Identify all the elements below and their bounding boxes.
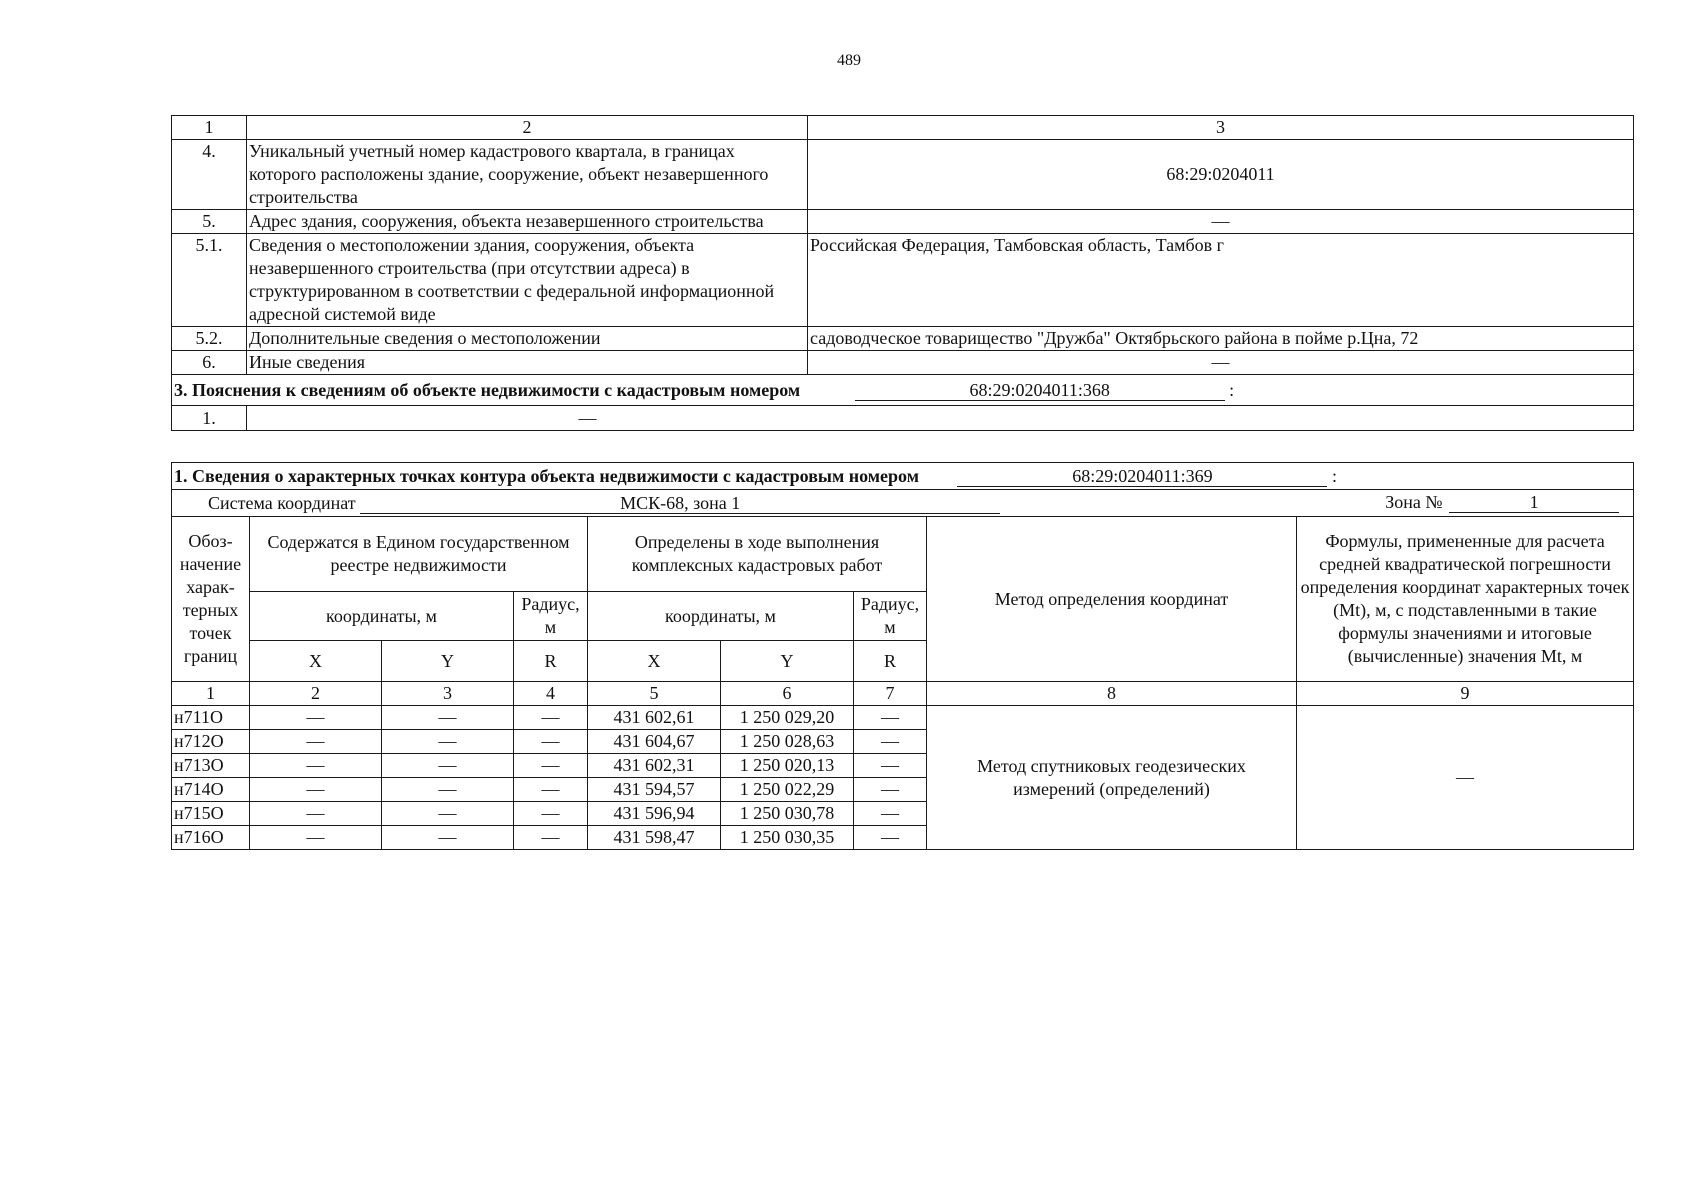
zone-value: 1 xyxy=(1449,492,1619,513)
kkr-y: 1 250 028,63 xyxy=(721,730,854,754)
col-number: 5 xyxy=(588,682,721,706)
row-label: Сведения о местоположении здания, сооружения, объекта незавершенного строительства (при отсутствии адреса) в структурированном в соответствии с федеральной информационной адресной системой виде xyxy=(247,234,808,327)
row-value: 68:29:0204011 xyxy=(808,140,1634,210)
method-value: Метод спутниковых геодезических измерений (определений) xyxy=(927,706,1297,850)
section3-suffix: : xyxy=(1229,379,1235,400)
column-number-row xyxy=(172,682,1634,706)
header-col-3: 3 xyxy=(808,116,1634,140)
zone-label: Зона № xyxy=(1385,492,1443,512)
kkr-y: 1 250 029,20 xyxy=(721,706,854,730)
table-row xyxy=(172,351,1634,375)
kkr-r: — xyxy=(854,706,927,730)
egrn-coords-header: координаты, м xyxy=(250,592,514,641)
row-value: Российская Федерация, Тамбовская область, Тамбов г xyxy=(808,234,1634,327)
kkr-radius-header: Радиус, м xyxy=(854,592,927,641)
row-number: 4. xyxy=(172,140,247,210)
col-number: 9 xyxy=(1297,682,1634,706)
row-number: 5.1. xyxy=(172,234,247,327)
table-row xyxy=(172,706,1634,730)
points-suffix: : xyxy=(1331,465,1337,486)
egrn-y: — xyxy=(382,826,514,850)
kkr-y-header: Y xyxy=(721,641,854,682)
kkr-y: 1 250 022,29 xyxy=(721,778,854,802)
kkr-x: 431 602,31 xyxy=(588,754,721,778)
row-value: садоводческое товарищество "Дружба" Октябрьского района в пойме р.Цна, 72 xyxy=(808,327,1634,351)
row-label: Адрес здания, сооружения, объекта незавершенного строительства xyxy=(247,210,808,234)
point-name: н713О xyxy=(172,754,250,778)
section3-cadastral-number: 68:29:0204011:368 xyxy=(855,380,1225,401)
points-section-title: 1. Сведения о характерных точках контура объекта недвижимости с кадастровым номером xyxy=(174,465,919,486)
characteristic-points-table xyxy=(171,462,1634,850)
kkr-header: Определены в ходе выполнения комплексных кадастровых работ xyxy=(588,517,927,592)
egrn-header: Содержатся в Едином государственном реестре недвижимости xyxy=(250,517,588,592)
point-name: н715О xyxy=(172,802,250,826)
col-number: 6 xyxy=(721,682,854,706)
points-header-row-1 xyxy=(172,517,1634,592)
kkr-x-header: X xyxy=(588,641,721,682)
kkr-y: 1 250 030,78 xyxy=(721,802,854,826)
egrn-x: — xyxy=(250,706,382,730)
designation-header: Обоз-начение харак-терных точек границ xyxy=(172,517,250,682)
egrn-r: — xyxy=(514,754,588,778)
kkr-x: 431 594,57 xyxy=(588,778,721,802)
egrn-r-header: R xyxy=(514,641,588,682)
egrn-r: — xyxy=(514,802,588,826)
row-value: — xyxy=(808,351,1634,375)
egrn-x: — xyxy=(250,778,382,802)
point-name: н711О xyxy=(172,706,250,730)
egrn-r: — xyxy=(514,778,588,802)
col-number: 7 xyxy=(854,682,927,706)
header-col-2: 2 xyxy=(247,116,808,140)
egrn-r: — xyxy=(514,730,588,754)
section3-title-row xyxy=(172,375,1634,406)
table-row xyxy=(172,327,1634,351)
point-name: н714О xyxy=(172,778,250,802)
row-label: Уникальный учетный номер кадастрового квартала, в границах которого расположены здание, сооружение, объект незавершенного строительства xyxy=(247,140,808,210)
kkr-coords-header: координаты, м xyxy=(588,592,854,641)
egrn-y: — xyxy=(382,706,514,730)
row-number: 1. xyxy=(172,406,247,431)
egrn-x: — xyxy=(250,754,382,778)
kkr-r: — xyxy=(854,802,927,826)
egrn-x: — xyxy=(250,802,382,826)
row-number: 6. xyxy=(172,351,247,375)
row-label: Дополнительные сведения о местоположении xyxy=(247,327,808,351)
points-cadastral-number: 68:29:0204011:369 xyxy=(957,466,1327,487)
table-row xyxy=(172,406,1634,431)
header-col-1: 1 xyxy=(172,116,247,140)
row-label: Иные сведения xyxy=(247,351,808,375)
egrn-y: — xyxy=(382,730,514,754)
row-value: — xyxy=(808,210,1634,234)
kkr-x: 431 596,94 xyxy=(588,802,721,826)
egrn-r: — xyxy=(514,826,588,850)
kkr-y: 1 250 030,35 xyxy=(721,826,854,850)
row-number: 5. xyxy=(172,210,247,234)
header-row xyxy=(172,116,1634,140)
coord-system-row xyxy=(172,490,1634,517)
formulas-header: Формулы, примененные для расчета средней квадратической погрешности определения координат характерных точек (Mt), м, с подставленными в такие формулы значениями и итоговые (вычисленные) значения Mt, м xyxy=(1297,517,1634,682)
row-number: 5.2. xyxy=(172,327,247,351)
col-number: 3 xyxy=(382,682,514,706)
coord-system-value: МСК-68, зона 1 xyxy=(360,493,1000,514)
egrn-x: — xyxy=(250,730,382,754)
col-number: 8 xyxy=(927,682,1297,706)
kkr-x: 431 602,61 xyxy=(588,706,721,730)
kkr-r-header: R xyxy=(854,641,927,682)
row-value: — xyxy=(578,407,597,428)
egrn-y-header: Y xyxy=(382,641,514,682)
object-info-table xyxy=(171,115,1634,431)
egrn-radius-header: Радиус, м xyxy=(514,592,588,641)
kkr-x: 431 598,47 xyxy=(588,826,721,850)
col-number: 2 xyxy=(250,682,382,706)
egrn-x-header: X xyxy=(250,641,382,682)
method-header: Метод определения координат xyxy=(927,517,1297,682)
egrn-r: — xyxy=(514,706,588,730)
section3-title: 3. Пояснения к сведениям об объекте недвижимости с кадастровым номером xyxy=(174,379,801,400)
egrn-y: — xyxy=(382,754,514,778)
formula-value: — xyxy=(1297,706,1634,850)
table-row xyxy=(172,234,1634,327)
table-row xyxy=(172,210,1634,234)
kkr-r: — xyxy=(854,730,927,754)
points-title-row xyxy=(172,463,1634,490)
kkr-r: — xyxy=(854,754,927,778)
egrn-x: — xyxy=(250,826,382,850)
kkr-r: — xyxy=(854,778,927,802)
point-name: н716О xyxy=(172,826,250,850)
table-row xyxy=(172,140,1634,210)
point-name: н712О xyxy=(172,730,250,754)
col-number: 4 xyxy=(514,682,588,706)
kkr-x: 431 604,67 xyxy=(588,730,721,754)
coord-system-label: Система координат xyxy=(208,492,356,513)
col-number: 1 xyxy=(172,682,250,706)
egrn-y: — xyxy=(382,778,514,802)
kkr-y: 1 250 020,13 xyxy=(721,754,854,778)
kkr-r: — xyxy=(854,826,927,850)
page-number: 489 xyxy=(837,52,861,69)
egrn-y: — xyxy=(382,802,514,826)
